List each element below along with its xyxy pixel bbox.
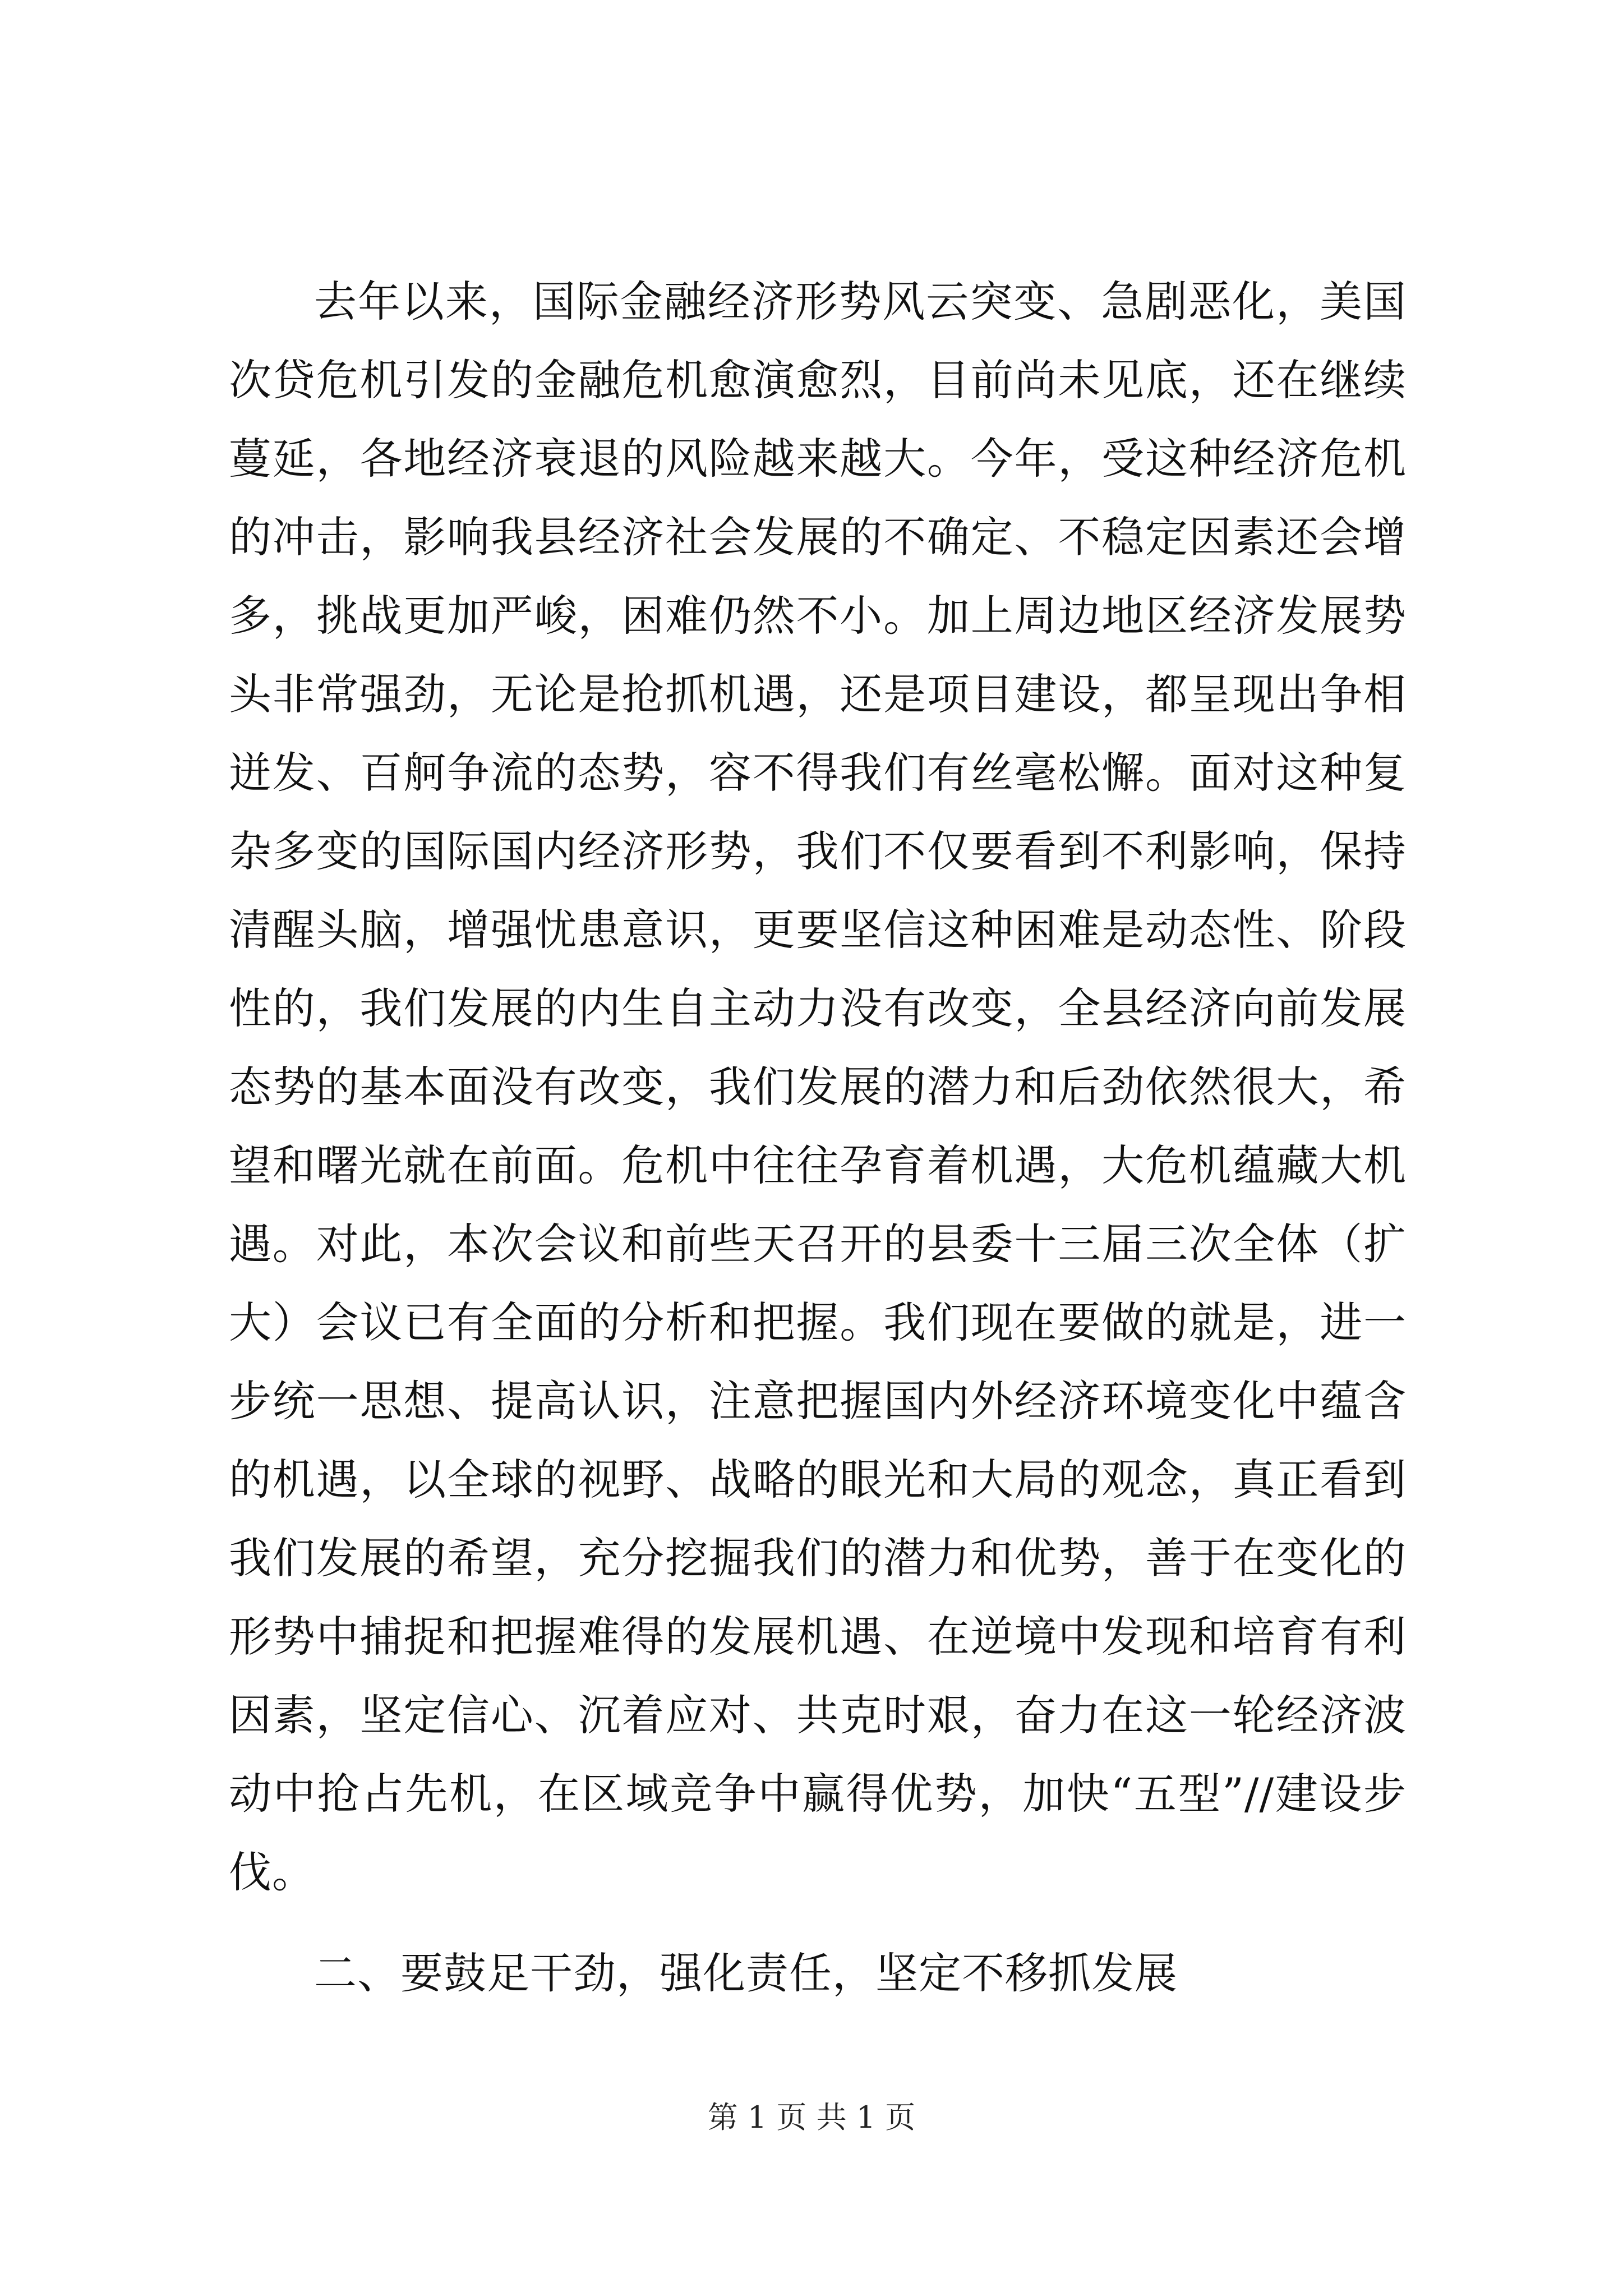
page-footer: 第 1 页 共 1 页 [707, 2100, 916, 2135]
document-body [229, 263, 1407, 2013]
section-heading: 二、要鼓足干劲，强化责任，坚定不移抓发展 [314, 1948, 1178, 1998]
body-paragraph: 去年以来，国际金融经济形势风云突变、急剧恶化，美国次贷危机引发的金融危机愈演愈烈，目前尚未见底，还在继续蔓延，各地经济衰退的风险越来越大。今年，受这种经济危机的冲击，影响我县经济社会发展的不确定、不稳定因素还会增多，挑战更加严峻，困难仍然不小。加上周边地区经济发展势头非常强劲，无论是抢抓机遇，还是项目建设，都呈现出争相迸发、百舸争流的态势，容不得我们有丝毫松懈。面对这种复杂多变的国际国内经济形势，我们不仅要看到不利影响，保持清醒头脑，增强忧患意识，更要坚信这种困难是动态性、阶段性的，我们发展的内生自主动力没有改变，全县经济向前发展态势的基本面没有改变，我们发展的潜力和后劲依然很大，希望和曙光就在前面。危机中往往孕育着机遇，大危机蕴藏大机遇。对此，本次会议和前些天召开的县委十三届三次全体（扩大）会议已有全面的分析和把握。我们现在要做的就是，进一步统一思想、提高认识，注意把握国内外经济环境变化中蕴含的机遇，以全球的视野、战略的眼光和大局的观念，真正看到我们发展的希望，充分挖掘我们的潜力和优势，善于在变化的形势中捕捉和把握难得的发展机遇、在逆境中发现和培育有利因素，坚定信心、沉着应对、共克时艰，奋力在这一轮经济波动中抢占先机，在区域竞争中赢得优势，加快“五型”//建设步伐。 [229, 277, 1407, 1897]
